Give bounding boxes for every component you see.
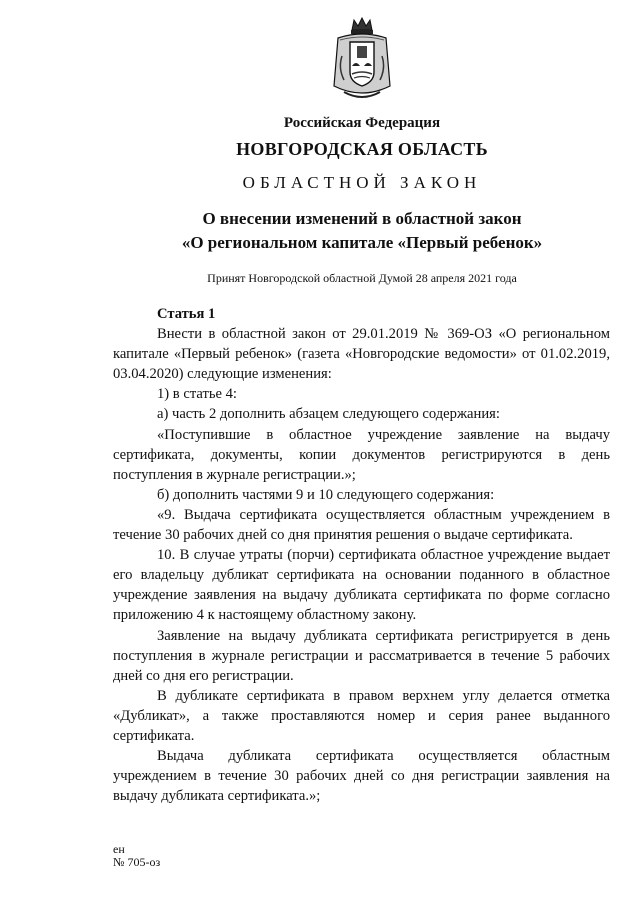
document-footer	[113, 843, 160, 869]
law-type: ОБЛАСТНОЙ ЗАКОН	[242, 173, 482, 192]
paragraph: В дубликате сертификата в правом верхнем углу делается отметка «Дубликат», а также проставляются номер и серия ранее выданного сертификата.	[113, 687, 610, 744]
footer-number: № 705-оз	[113, 855, 161, 869]
law-title-line-1: О внесении изменений в областной закон	[202, 209, 522, 228]
paragraph: Внести в областной закон от 29.01.2019 № 369-ОЗ «О региональном капитале «Первый ребенок» (газета «Новгородские ведомости» от 01.02.2019, 03.04.2020) следующие изменения:	[113, 326, 610, 383]
paragraph: б) дополнить частями 9 и 10 следующего содержания:	[157, 486, 495, 503]
paragraph: 10. В случае утраты (порчи) сертификата областное учреждение выдает его владельцу дубликат сертификата на основании поданного в областное учреждение заявления на выдачу дубликата сертификата по форме согласно приложению 4 к настоящему областному закону.	[113, 547, 610, 624]
adoption-note: Принят Новгородской областной Думой 28 апреля 2021 года	[207, 271, 517, 285]
article-heading: Статья 1	[157, 306, 216, 322]
law-title-line-2: «О региональном капитале «Первый ребенок»	[181, 233, 543, 252]
paragraph: «9. Выдача сертификата осуществляется областным учреждением в течение 30 рабочих дней со дня принятия решения о выдаче сертификата.	[113, 506, 610, 544]
paragraph: 1) в статье 4:	[157, 386, 237, 403]
paragraph: «Поступившие в областное учреждение заявление на выдачу сертификата, документы, копии документов регистрируются в день поступления в журнале регистрации.»;	[113, 426, 610, 483]
law-body	[113, 304, 610, 806]
paragraph: Заявление на выдачу дубликата сертификата регистрируется в день поступления в журнале регистрации и рассматривается в течение 5 рабочих дней со дня его регистрации.	[113, 627, 610, 684]
region-name: НОВГОРОДСКАЯ ОБЛАСТЬ	[236, 139, 488, 159]
footer-initials: ен	[113, 842, 125, 856]
country-name: Российская Федерация	[283, 115, 441, 131]
paragraph: а) часть 2 дополнить абзацем следующего содержания:	[157, 406, 500, 423]
paragraph: Выдача дубликата сертификата осуществляется областным учреждением в течение 30 рабочих дней со дня регистрации заявления на выдачу дубликата сертификата.»;	[113, 748, 610, 805]
novgorod-coat-of-arms-icon	[330, 16, 394, 104]
